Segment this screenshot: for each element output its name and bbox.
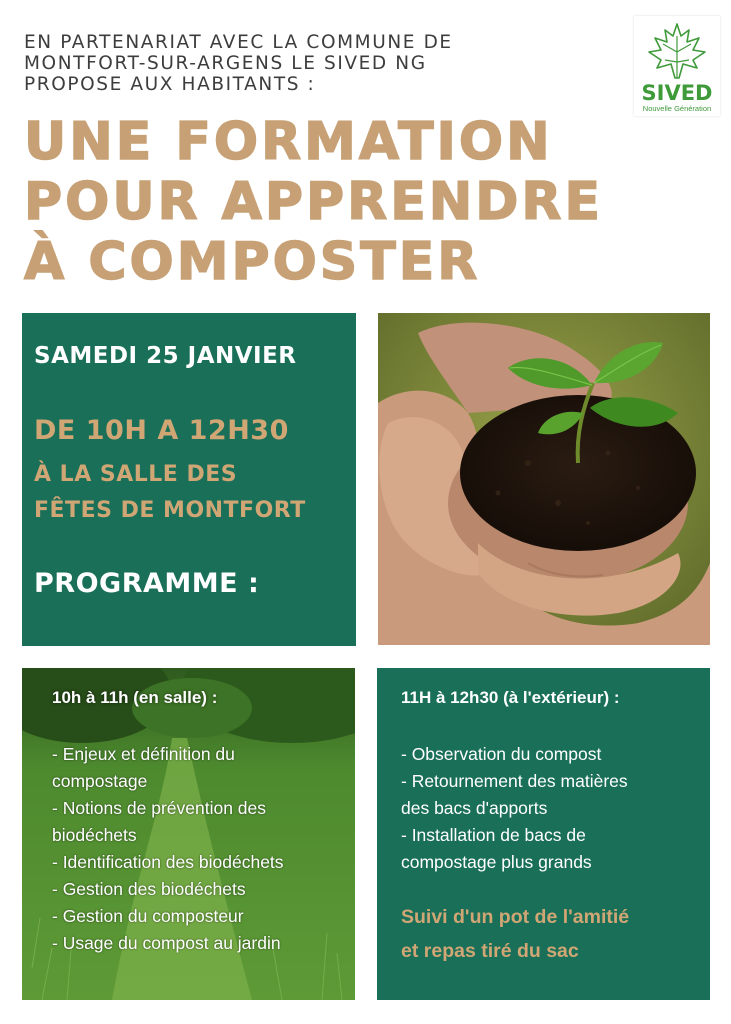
list-item: - Identification des biodéchets bbox=[52, 852, 284, 872]
session1-list bbox=[52, 741, 284, 957]
seedling-photo bbox=[378, 313, 710, 645]
list-item: compostage plus grands bbox=[401, 852, 592, 872]
event-time: DE 10H A 12H30 bbox=[34, 415, 289, 446]
list-item: - Installation de bacs de bbox=[401, 825, 586, 845]
intro-line: MONTFORT-SUR-ARGENS LE SIVED NG bbox=[24, 53, 427, 74]
list-item: - Gestion des biodéchets bbox=[52, 879, 246, 899]
intro-line: EN PARTENARIAT AVEC LA COMMUNE DE bbox=[24, 32, 453, 53]
list-item: - Retournement des matières bbox=[401, 771, 628, 791]
session2-list bbox=[401, 741, 628, 876]
session1-heading: 10h à 11h (en salle) : bbox=[52, 688, 218, 707]
programme-heading: PROGRAMME : bbox=[34, 568, 260, 599]
sived-logo bbox=[634, 16, 720, 116]
list-item: - Gestion du composteur bbox=[52, 906, 244, 926]
seedling-illustration bbox=[378, 313, 710, 645]
closing-line: et repas tiré du sac bbox=[401, 940, 579, 962]
session2-heading: 11H à 12h30 (à l'extérieur) : bbox=[401, 688, 620, 707]
list-item: des bacs d'apports bbox=[401, 798, 548, 818]
list-item: - Observation du compost bbox=[401, 744, 602, 764]
list-item: compostage bbox=[52, 771, 148, 791]
title-line: UNE FORMATION bbox=[24, 112, 553, 172]
logo-subtitle: Nouvelle Génération bbox=[642, 104, 712, 113]
session2-panel bbox=[377, 668, 710, 1000]
event-date: SAMEDI 25 JANVIER bbox=[34, 343, 297, 369]
title-line: POUR APPRENDRE bbox=[24, 172, 603, 232]
closing-note bbox=[401, 900, 629, 968]
intro-line: PROPOSE AUX HABITANTS : bbox=[24, 74, 316, 95]
event-place-line: À LA SALLE DES bbox=[34, 462, 238, 487]
list-item: - Usage du compost au jardin bbox=[52, 933, 281, 953]
session1-panel bbox=[22, 668, 355, 1000]
list-item: - Enjeux et définition du bbox=[52, 744, 235, 764]
closing-line: Suivi d'un pot de l'amitié bbox=[401, 906, 630, 928]
logo-name: SIVED bbox=[641, 81, 713, 105]
maple-leaf-icon bbox=[645, 22, 709, 80]
event-info-panel bbox=[22, 313, 356, 646]
intro-text bbox=[24, 32, 504, 95]
event-place bbox=[34, 457, 306, 529]
list-item: - Notions de prévention des bbox=[52, 798, 267, 818]
page-title bbox=[24, 112, 603, 292]
event-place-line: FÊTES DE MONTFORT bbox=[34, 498, 306, 523]
list-item: biodéchets bbox=[52, 825, 137, 845]
title-line: À COMPOSTER bbox=[24, 232, 481, 292]
